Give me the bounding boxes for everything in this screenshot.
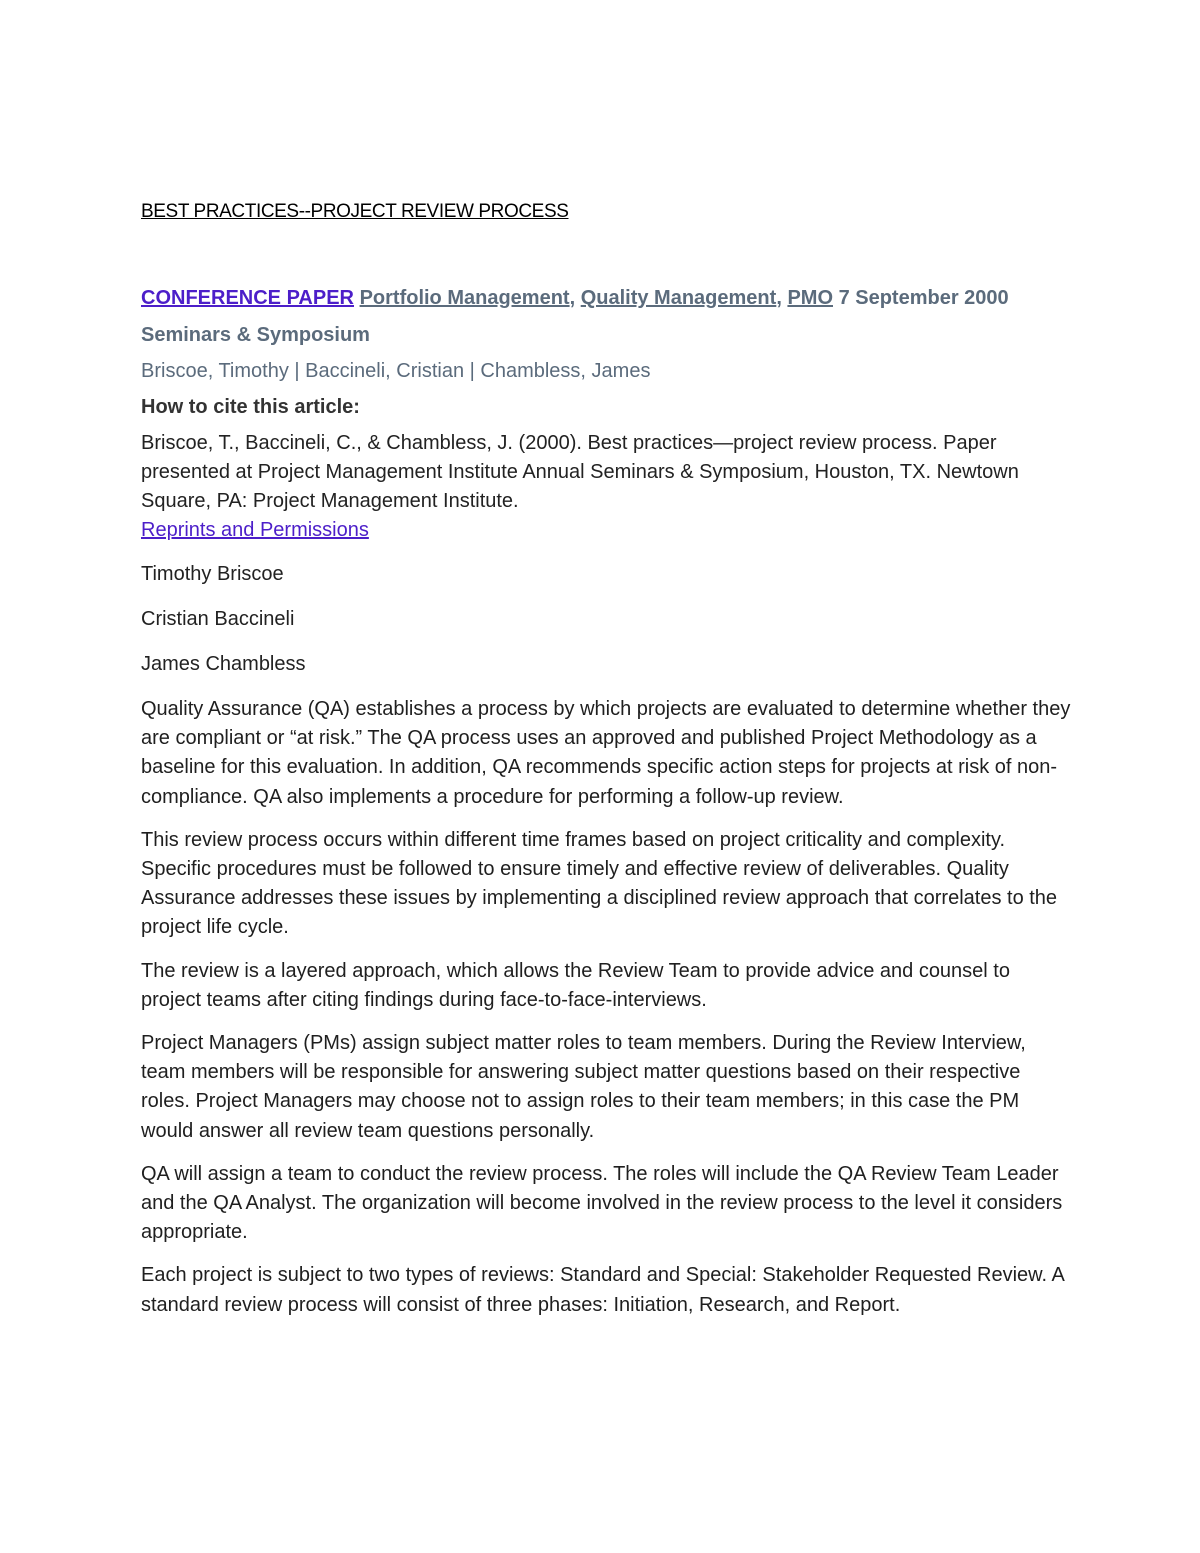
tag-link-quality-management[interactable]: Quality Management: [580, 287, 777, 309]
cite-heading: How to cite this article:: [141, 396, 360, 418]
article-meta: [141, 284, 1071, 312]
tag-link-pmo[interactable]: PMO: [787, 287, 833, 309]
author-name: Cristian Baccineli: [141, 608, 295, 630]
authors-byline: Briscoe, Timothy | Baccineli, Cristian | Chambless, James: [141, 360, 651, 382]
tag-link-portfolio-management[interactable]: Portfolio Management: [359, 287, 570, 309]
publish-date: 7 September 2000: [838, 287, 1009, 309]
document-page: [141, 198, 1071, 1334]
body-paragraph: Project Managers (PMs) assign subject matter roles to team members. During the Review Interview, team members will be responsible for answering subject matter questions based on their respective roles. Project Managers may choose not to assign roles to their team members; in this case the PM would answer all review team questions personally.: [141, 1032, 1026, 1142]
tag-separator: ,: [569, 287, 581, 309]
reprints-permissions-link[interactable]: Reprints and Permissions: [141, 519, 369, 541]
author-name: Timothy Briscoe: [141, 563, 284, 585]
body-paragraph: This review process occurs within different time frames based on project criticality and complexity. Specific procedures must be followed to ensure timely and effective review of deliverables. Quality Assurance addresses these issues by implementing a disciplined review approach that correlates to the project life cycle.: [141, 828, 1058, 939]
body-paragraph: The review is a layered approach, which allows the Review Team to provide advice and counsel to project teams after citing findings during face-to-face-interviews.: [141, 959, 1010, 1011]
article-type-link[interactable]: CONFERENCE PAPER: [141, 287, 354, 309]
document-title: BEST PRACTICES--PROJECT REVIEW PROCESS: [141, 201, 569, 222]
event-name: Seminars & Symposium: [141, 324, 370, 346]
body-paragraph: QA will assign a team to conduct the review process. The roles will include the QA Review Team Leader and the QA Analyst. The organization will become involved in the review process to the level it considers appropriate.: [141, 1162, 1063, 1244]
citation-text: Briscoe, T., Baccineli, C., & Chambless, J. (2000). Best practices—project review process. Paper presented at Project Management Institute Annual Seminars & Symposium, Houston, TX. Newtown Square, PA: Project Management Institute.: [141, 432, 1019, 512]
author-name: James Chambless: [141, 653, 306, 675]
tag-separator: ,: [776, 287, 788, 309]
body-paragraph: Quality Assurance (QA) establishes a process by which projects are evaluated to determine whether they are compliant or “at risk.” The QA process uses an approved and published Project Methodology as a baseline for this evaluation. In addition, QA recommends specific action steps for projects at risk of non-compliance. QA also implements a procedure for performing a follow-up review.: [141, 698, 1071, 808]
body-paragraph: Each project is subject to two types of reviews: Standard and Special: Stakeholder Requested Review. A standard review process will consist of three phases: Initiation, Research, and Report.: [141, 1264, 1064, 1316]
